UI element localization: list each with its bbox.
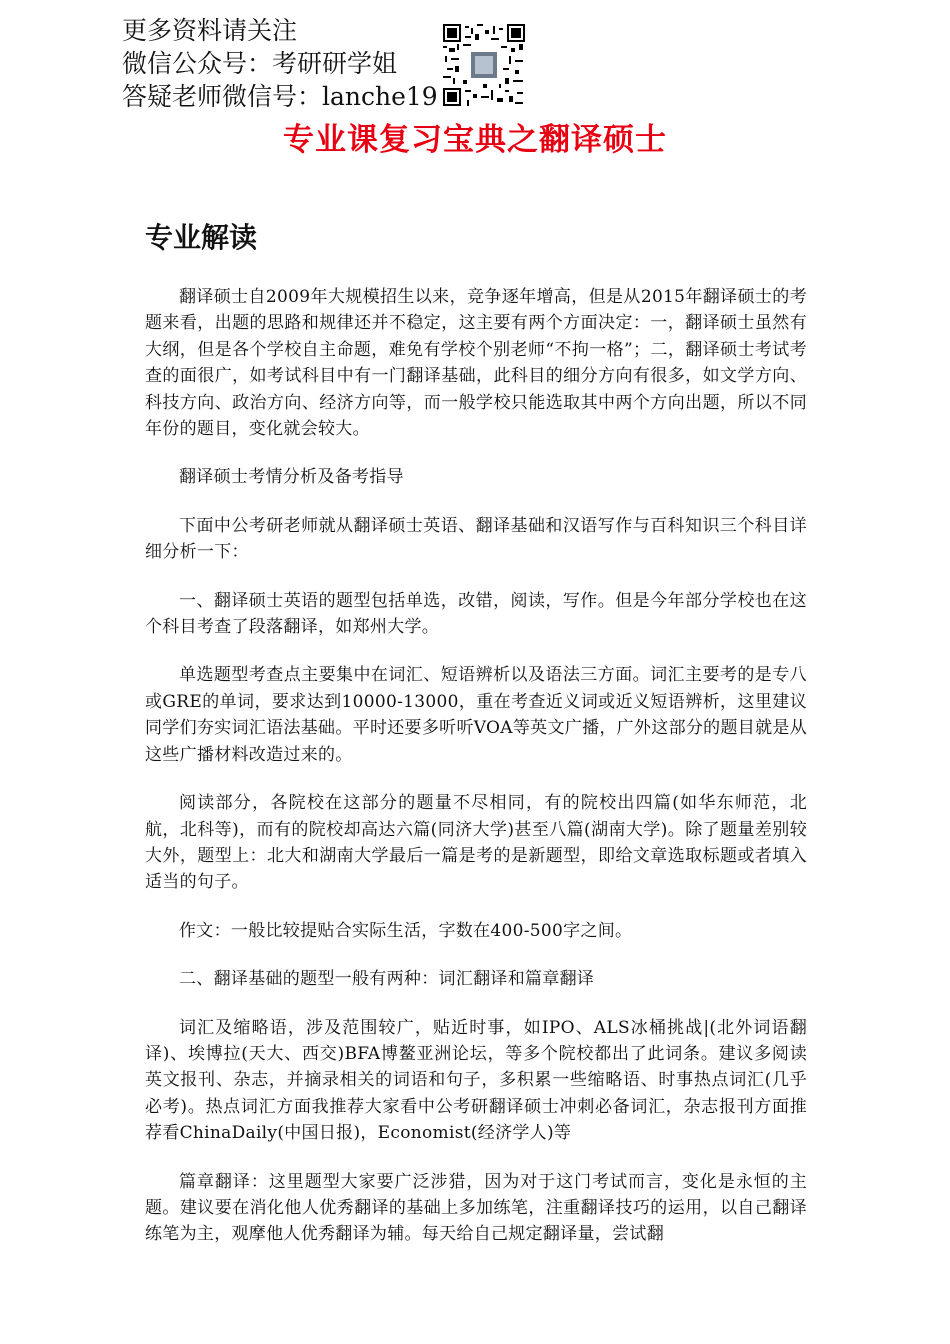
paragraph-passage-translation: 篇章翻译：这里题型大家要广泛涉猎，因为对于这门考试而言，变化是永恒的主题。建议要在消化他人优秀翻译的基础上多加练笔，注重翻译技巧的运用，以自己翻译练笔为主，观摩他人优秀翻译为辅。每天给自己规定翻译量，尝试翻 <box>145 1171 807 1245</box>
paragraph-subheading: 翻译硕士考情分析及备考指导 <box>179 467 404 488</box>
paragraph-overview: 下面中公考研老师就从翻译硕士英语、翻译基础和汉语写作与百科知识三个科目详细分析一下： <box>145 515 807 563</box>
section-heading: 专业解读 <box>145 221 258 254</box>
document-body <box>145 284 807 1270</box>
paragraph-vocabulary: 词汇及缩略语，涉及范围较广，贴近时事，如IPO、ALS冰桶挑战|(北外词语翻译)、埃博拉(天大、西交)BFA博鳌亚洲论坛，等多个院校都出了此词条。建议多阅读英文报刊、杂志，并摘录相关的词语和句子，多积累一些缩略语、时事热点词汇(几乎必考)。热点词汇方面我推荐大家看中公考研翻译硕士冲刺必备词汇，杂志报刊方面推荐看ChinaDaily(中国日报)，Economist(经济学人)等 <box>145 1017 807 1144</box>
paragraph-intro: 翻译硕士自2009年大规模招生以来，竞争逐年增高，但是从2015年翻译硕士的考题来看，出题的思路和规律还并不稳定，这主要有两个方面决定：一，翻译硕士虽然有大纲，但是各个学校自主命题，难免有学校个别老师“不拘一格”；二，翻译硕士考试考查的面很广，如考试科目中有一门翻译基础，此科目的细分方向有很多，如文学方向、科技方向、政治方向、经济方向等，而一般学校只能选取其中两个方向出题，所以不同年份的题目，变化就会较大。 <box>145 287 807 440</box>
promo-line-teacher-wechat: 答疑老师微信号：lanche19 <box>122 82 438 111</box>
paragraph-writing: 作文：一般比较提贴合实际生活，字数在400-500字之间。 <box>179 920 633 941</box>
qr-code-icon <box>443 24 525 106</box>
paragraph-translation-types: 二、翻译基础的题型一般有两种：词汇翻译和篇章翻译 <box>179 969 595 990</box>
paragraph-english-types: 一、翻译硕士英语的题型包括单选，改错，阅读，写作。但是今年部分学校也在这个科目考查了段落翻译，如郑州大学。 <box>145 590 807 638</box>
promo-line-follow: 更多资料请关注 <box>122 16 298 45</box>
paragraph-reading: 阅读部分，各院校在这部分的题量不尽相同，有的院校出四篇(如华东师范，北航，北科等)，而有的院校却高达六篇(同济大学)甚至八篇(湖南大学)。除了题量差别较大外，题型上：北大和湖南大学最后一篇是考的是新题型，即给文章选取标题或者填入适当的句子。 <box>145 793 807 893</box>
promo-line-wechat-account: 微信公众号：考研研学姐 <box>122 49 398 78</box>
paragraph-single-choice: 单选题型考查点主要集中在词汇、短语辨析以及语法三方面。词汇主要考的是专八或GRE的单词，要求达到10000-13000，重在考查近义词或近义短语辨析，这里建议同学们夯实词汇语法基础。平时还要多听听VOA等英文广播，广外这部分的题目就是从这些广播材料改造过来的。 <box>145 665 807 765</box>
document-title: 专业课复习宝典之翻译硕士 <box>283 122 667 158</box>
